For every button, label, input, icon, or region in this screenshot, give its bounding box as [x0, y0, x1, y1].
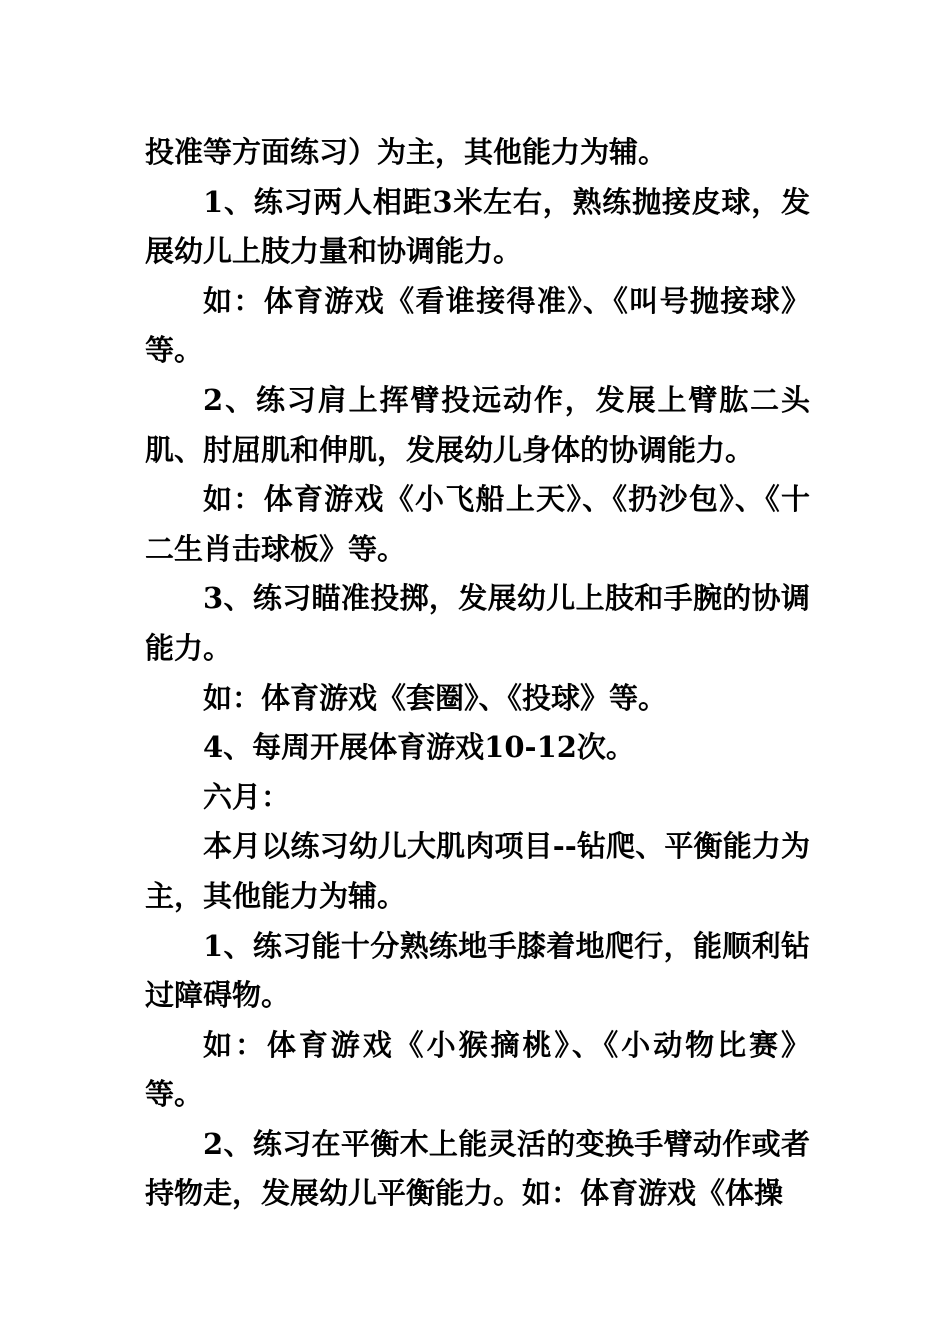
- paragraph-item-4: 4、每周开展体育游戏10-12次。: [203, 730, 635, 765]
- paragraph-example-2: 如：体育游戏《小飞船上天》、《扔沙包》、《十二生肖击球板》等。: [145, 482, 810, 566]
- paragraph-item-2: 2、练习肩上挥臂投远动作，发展上臂肱二头肌、肘屈肌和伸肌，发展幼儿身体的协调能力。: [145, 382, 810, 467]
- paragraph-example-1: 如：体育游戏《看谁接得准》、《叫号抛接球》等。: [145, 283, 810, 368]
- paragraph-item-1: 1、练习两人相距3米左右，熟练抛接皮球，发展幼儿上肢力量和协调能力。: [145, 184, 810, 269]
- paragraph-june-intro: 本月以练习幼儿大肌肉项目--钻爬、平衡能力为主，其他能力为辅。: [145, 829, 810, 913]
- paragraph-june-item-2: 2、练习在平衡木上能灵活的变换手臂动作或者持物走，发展幼儿平衡能力。如：体育游戏《体操: [145, 1126, 810, 1211]
- paragraph-continuation: 投准等方面练习）为主，其他能力为辅。: [145, 135, 668, 169]
- paragraph-item-3: 3、练习瞄准投掷，发展幼儿上肢和手腕的协调能力。: [145, 581, 810, 665]
- paragraph-example-3: 如：体育游戏《套圈》、《投球》等。: [203, 680, 668, 715]
- paragraph-june-example-1: 如：体育游戏《小猴摘桃》、《小动物比赛》等。: [145, 1027, 810, 1112]
- paragraph-june-item-1: 1、练习能十分熟练地手膝着地爬行，能顺利钻过障碍物。: [145, 928, 810, 1013]
- document-body: [145, 128, 810, 1219]
- section-heading-june: 六月：: [203, 779, 291, 814]
